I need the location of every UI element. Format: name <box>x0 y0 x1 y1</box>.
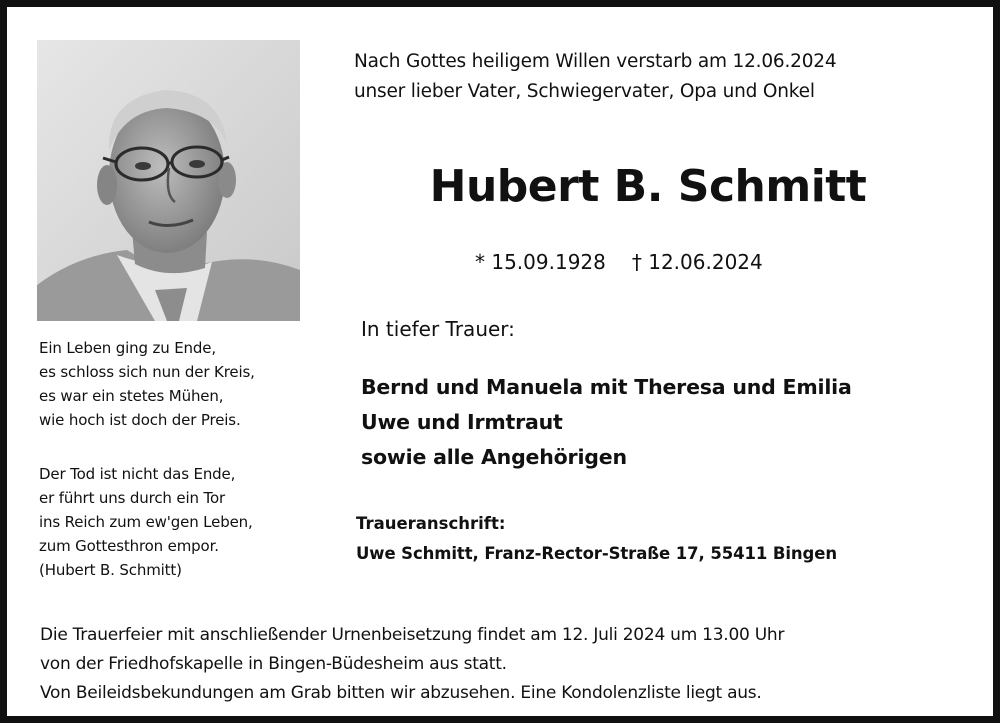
address-value: Uwe Schmitt, Franz-Rector-Straße 17, 55411 Bingen <box>356 544 837 563</box>
mourner-line: Bernd und Manuela mit Theresa und Emilia <box>361 375 852 399</box>
intro-text <box>354 47 914 107</box>
notice-line: von der Friedhofskapelle in Bingen-Büdesheim aus statt. <box>40 654 507 674</box>
mourning-label: In tiefer Trauer: <box>361 317 515 341</box>
poem-line: ins Reich zum ew'gen Leben, <box>39 513 253 531</box>
poem-line: Ein Leben ging zu Ende, <box>39 339 216 357</box>
poem-line: es war ein stetes Mühen, <box>39 387 224 405</box>
mourner-line: Uwe und Irmtraut <box>361 410 563 434</box>
poem-line: er führt uns durch ein Tor <box>39 489 225 507</box>
intro-line: Nach Gottes heiligem Willen verstarb am 12.06.2024 <box>354 51 837 72</box>
mourner-line: sowie alle Angehörigen <box>361 445 627 469</box>
deceased-name: Hubert B. Schmitt <box>429 161 867 212</box>
poem-line: Der Tod ist nicht das Ende, <box>39 465 236 483</box>
life-dates <box>475 247 763 277</box>
poem-line: wie hoch ist doch der Preis. <box>39 411 241 429</box>
poem-stanza-2 <box>39 462 329 582</box>
birth-date: * 15.09.1928 <box>475 250 606 274</box>
poem-stanza-1 <box>39 336 329 432</box>
notice-line: Die Trauerfeier mit anschließender Urnenbeisetzung findet am 12. Juli 2024 um 13.00 Uhr <box>40 625 785 645</box>
funeral-notice <box>40 621 990 708</box>
notice-line: Von Beileidsbekundungen am Grab bitten wir abzusehen. Eine Kondolenzliste liegt aus. <box>40 683 762 703</box>
intro-line: unser lieber Vater, Schwiegervater, Opa und Onkel <box>354 81 815 102</box>
poem-line: es schloss sich nun der Kreis, <box>39 363 255 381</box>
poem-line: zum Gottesthron empor. <box>39 537 219 555</box>
death-date: † 12.06.2024 <box>631 250 763 274</box>
address-label: Traueranschrift: <box>356 514 506 533</box>
poem-author: (Hubert B. Schmitt) <box>39 561 182 579</box>
mourners-list <box>361 370 852 475</box>
